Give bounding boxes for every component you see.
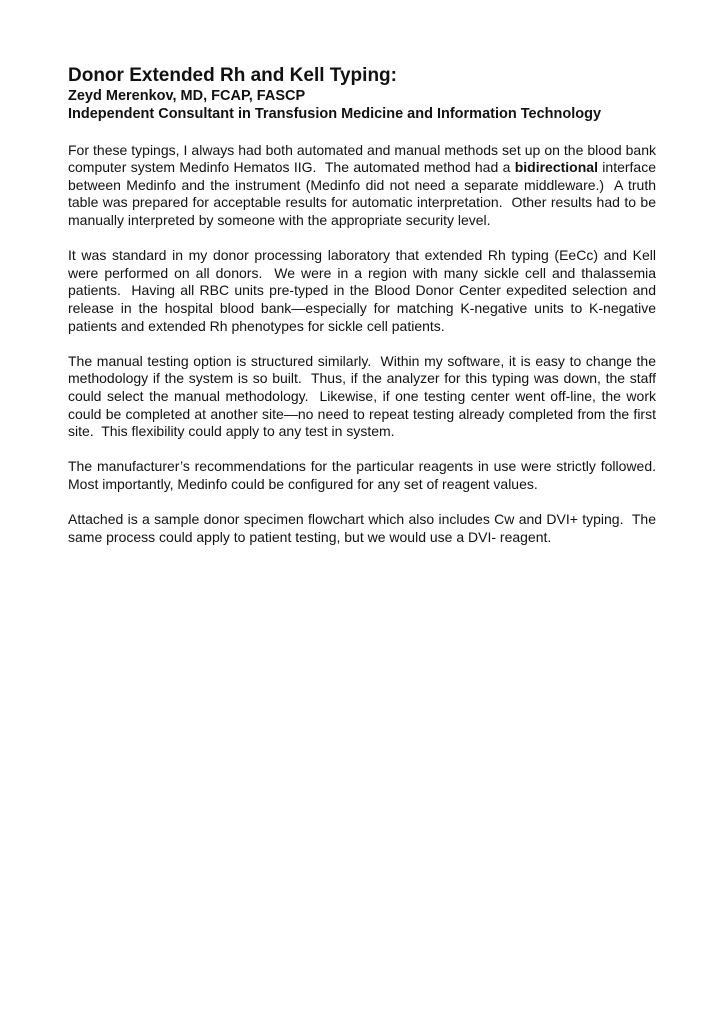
- paragraph-attached-flowchart: Attached is a sample donor specimen flowchart which also includes Cw and DVI+ typing. The same process could apply to patient testing, but we would use a DVI- reagent.: [68, 511, 660, 545]
- author-name: Zeyd Merenkov, MD, FCAP, FASCP: [68, 88, 306, 104]
- bold-term-bidirectional: bidirectional: [514, 159, 598, 176]
- paragraph-donor-processing: It was standard in my donor processing laboratory that extended Rh typing (EeCc) and Kell were performed on all donors. We were in a region with many sickle cell and thalassemia patients. Having all RBC units pre-typed in the Blood Donor Center expedited selection and release in the hospital blood bank—especially for matching K-negative units to K-negative patients and extended Rh phenotypes for sickle cell patients.: [68, 247, 660, 334]
- paragraph-manual-testing-option: The manual testing option is structured similarly. Within my software, it is easy to change the methodology if the system is so built. Thus, if the analyzer for this typing was down, the staff could select the manual methodology. Likewise, if one testing center went off-line, the work could be completed at another site—no need to repeat testing already completed from the first site. This flexibility could apply to any test in system.: [68, 352, 660, 440]
- document-title: Donor Extended Rh and Kell Typing:: [68, 65, 397, 86]
- paragraph-text: interface between Medinfo and the instrument (Medinfo did not need a separate middleware.) A truth table was prepared for acceptable results for automatic interpretation. Other results had to be manually interpreted by someone with the appropriate security level.: [68, 159, 660, 228]
- paragraph-manufacturer-recommendations: The manufacturer’s recommendations for the particular reagents in use were strictly followed. Most importantly, Medinfo could be configured for any set of reagent values.: [68, 458, 664, 492]
- paragraph-text: For these typings, I always had both automated and manual methods set up on the blood bank computer system Medinfo Hematos IIG. The automated method had a: [68, 141, 660, 176]
- paragraph-automated-manual-methods: [68, 141, 660, 230]
- document-body: [68, 141, 664, 547]
- author-role: Independent Consultant in Transfusion Medicine and Information Technology: [68, 105, 602, 122]
